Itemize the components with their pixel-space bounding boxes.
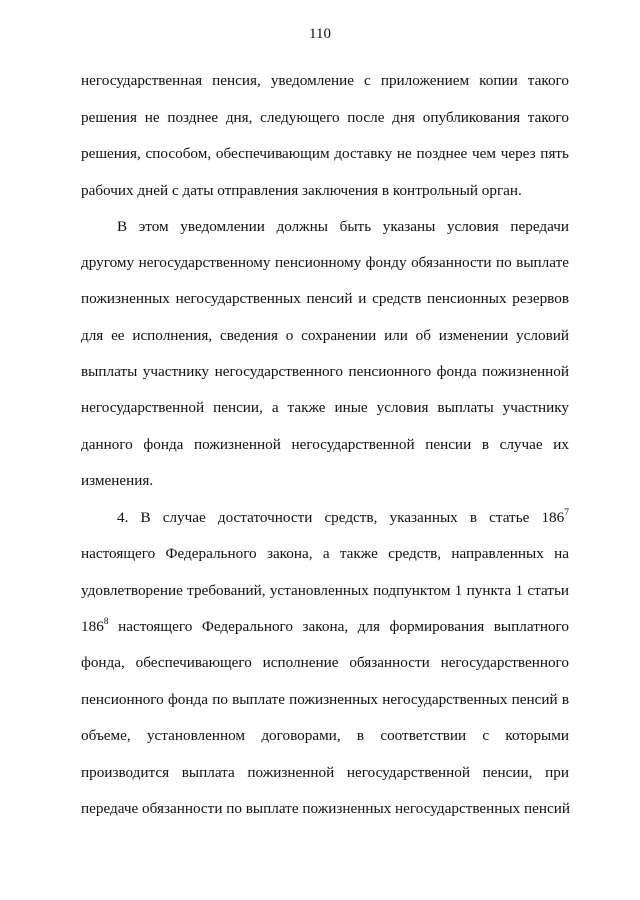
text-line: пенсионного фонда по выплате пожизненных негосударственных пенсий в [81, 691, 569, 708]
text-line: данного фонда пожизненной негосударственной пенсии в случае их [81, 436, 569, 453]
text-line: выплаты участнику негосударственного пенсионного фонда пожизненной [81, 363, 569, 380]
text-line: решения, способом, обеспечивающим доставку не позднее чем через пять [81, 145, 569, 162]
text-line-part: 4. В случае достаточности средств, указанных в статье 186 [117, 509, 565, 526]
text-line [81, 617, 569, 637]
text-line: решения не позднее дня, следующего после дня опубликования такого [81, 109, 569, 126]
text-line: негосударственной пенсии, а также иные условия выплаты участнику [81, 399, 569, 416]
text-line-part: 186 [81, 618, 104, 635]
text-line: пожизненных негосударственных пенсий и средств пенсионных резервов [81, 290, 569, 307]
text-line: рабочих дней с даты отправления заключения в контрольный орган. [81, 182, 522, 199]
text-line: изменения. [81, 472, 154, 489]
text-line-part: настоящего Федерального закона, для формирования выплатного [108, 618, 569, 635]
text-line: негосударственная пенсия, уведомление с приложением копии такого [81, 72, 569, 89]
text-line: В этом уведомлении должны быть указаны условия передачи [117, 218, 569, 235]
text-line: фонда, обеспечивающего исполнение обязанности негосударственного [81, 654, 569, 671]
text-line: передаче обязанности по выплате пожизненных негосударственных пенсий [81, 800, 571, 817]
superscript: 8 [103, 617, 109, 627]
page-number: 110 [309, 26, 331, 42]
superscript: 7 [564, 508, 569, 518]
text-line: удовлетворение требований, установленных подпунктом 1 пункта 1 статьи [81, 582, 569, 599]
text-line: производится выплата пожизненной негосударственной пенсии, при [81, 764, 569, 781]
text-line: для ее исполнения, сведения о сохранении или об изменении условий [81, 327, 569, 344]
text-line: объеме, установленном договорами, в соответствии с которыми [81, 727, 569, 744]
text-line: другому негосударственному пенсионному фонду обязанности по выплате [81, 254, 569, 271]
text-line: настоящего Федерального закона, а также средств, направленных на [81, 545, 569, 562]
text-line [117, 508, 569, 528]
